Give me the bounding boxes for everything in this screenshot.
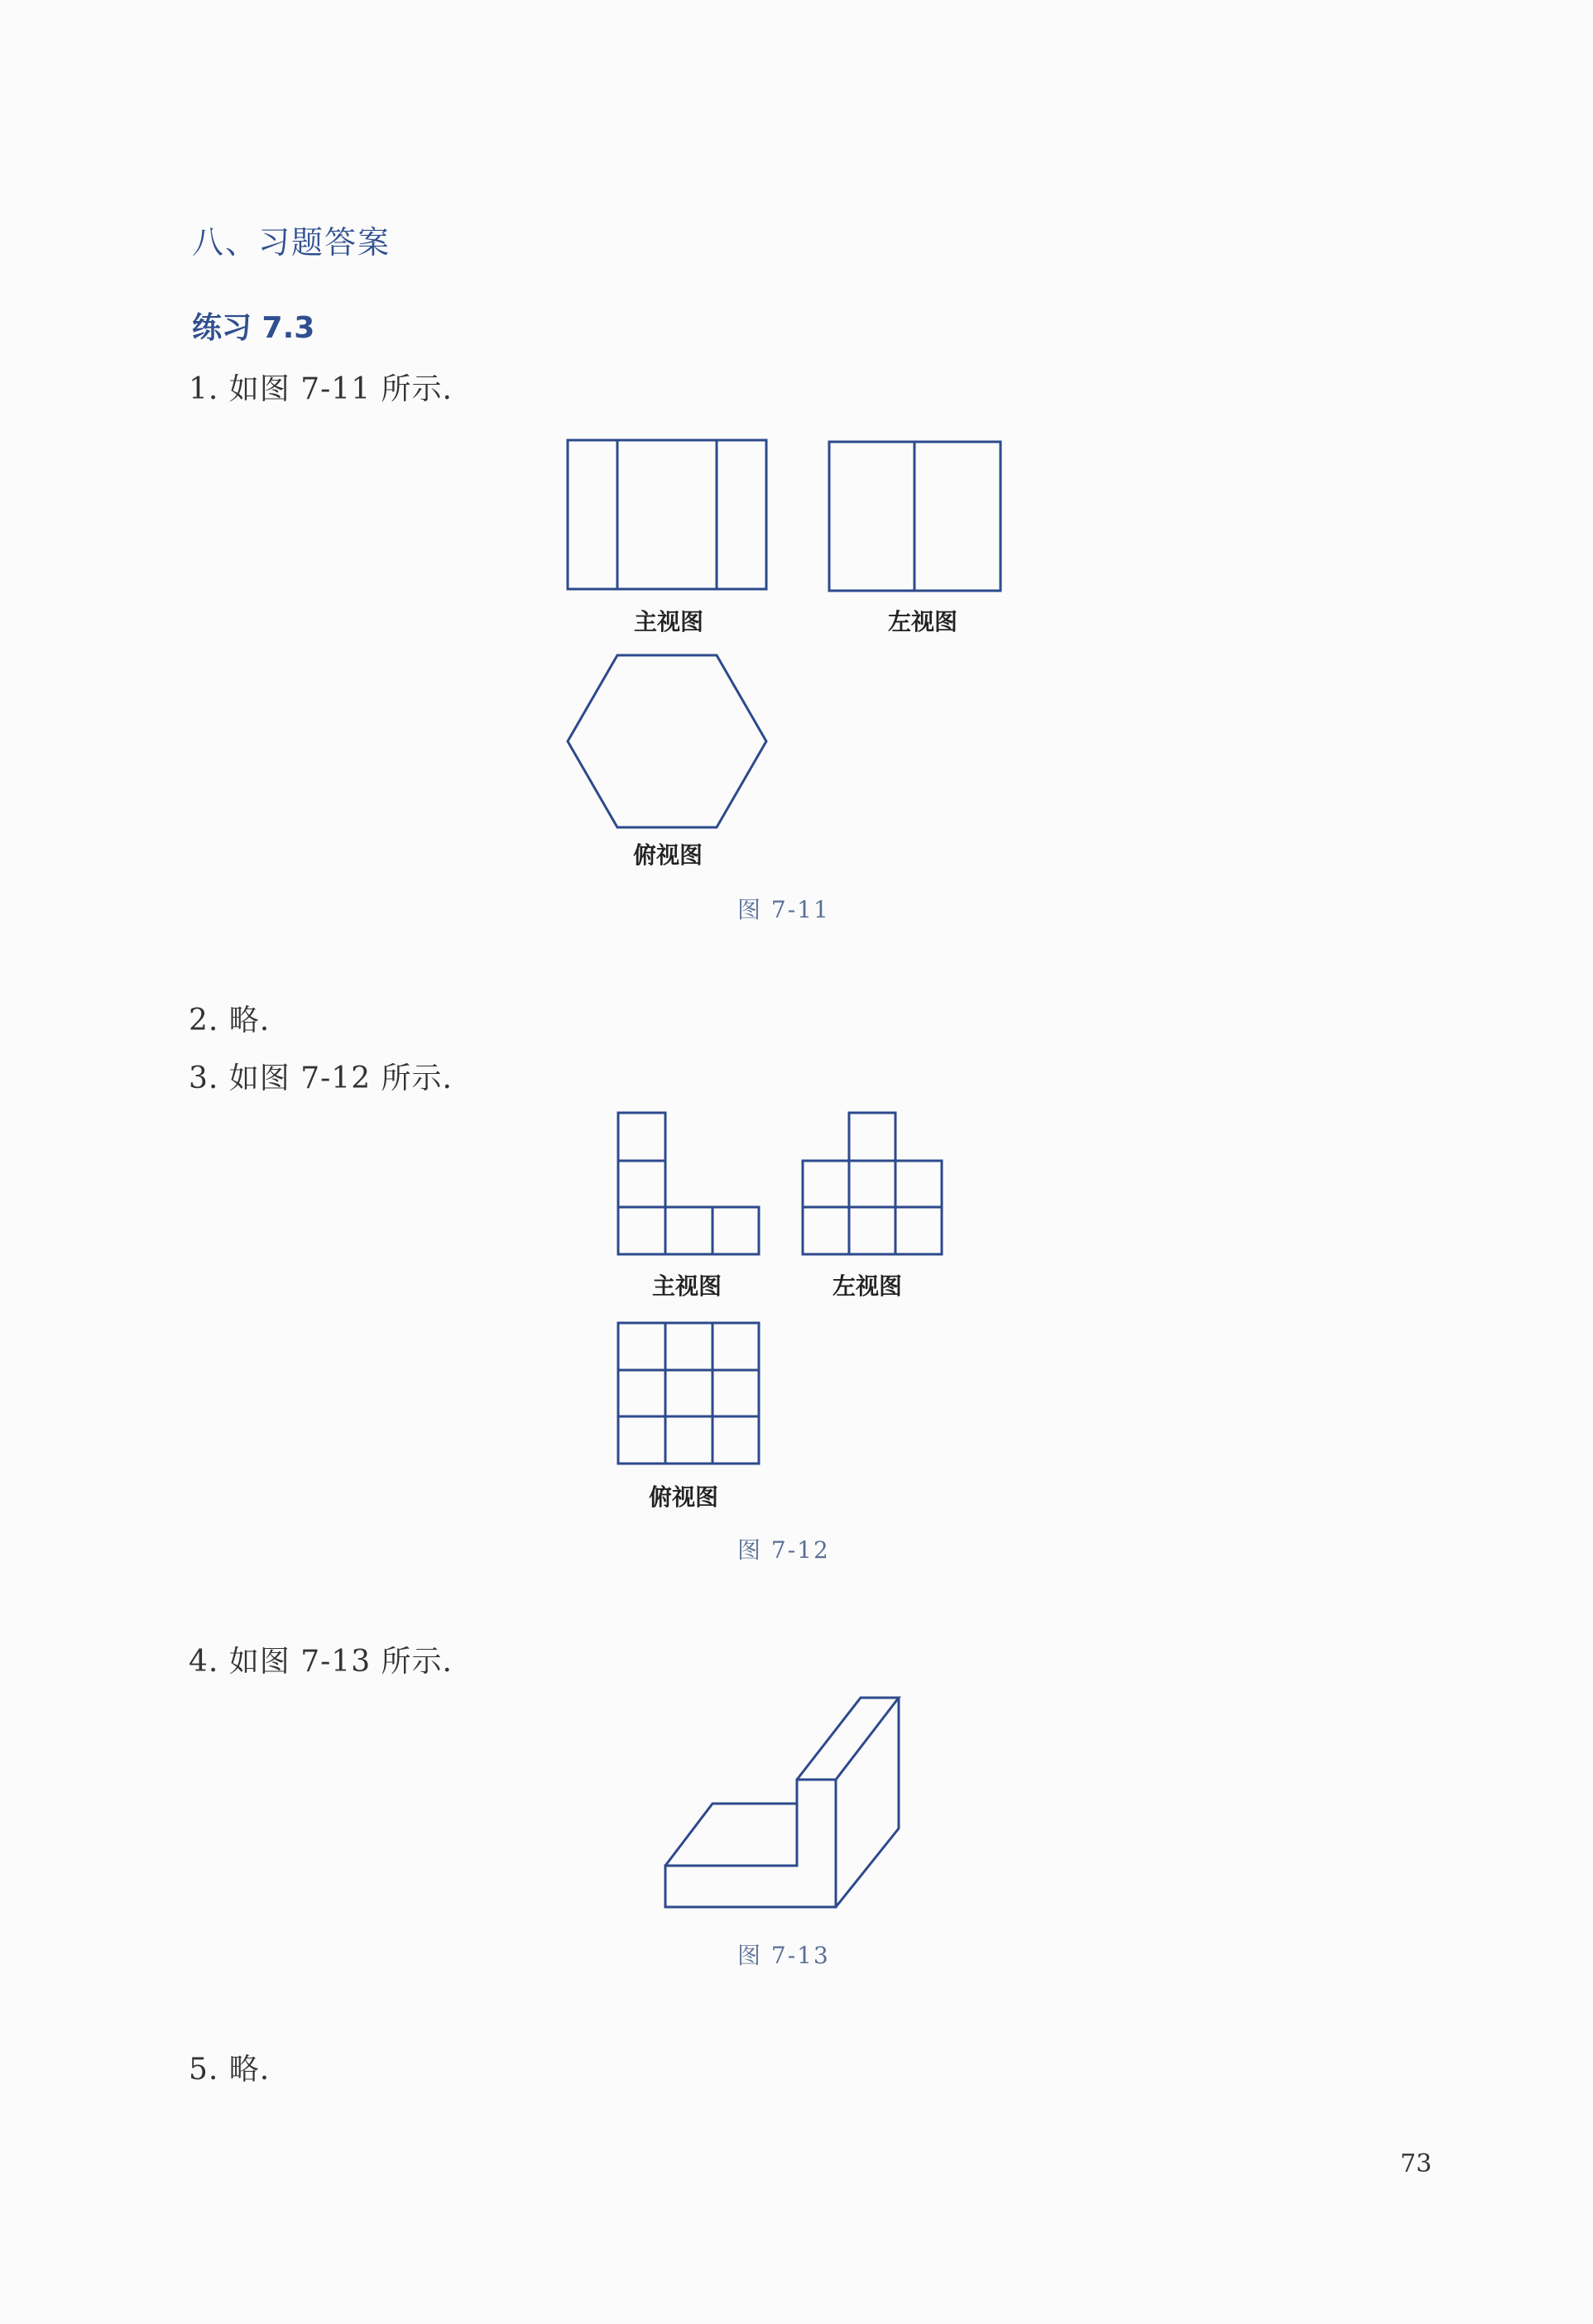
section-title: 八、习题答案 <box>192 224 391 261</box>
fig711-left-label: 左视图 <box>888 608 958 635</box>
answer-item-3: 3. 如图 7-12 所示. <box>189 1061 453 1095</box>
answer-item-4: 4. 如图 7-13 所示. <box>189 1645 453 1679</box>
fig713-caption: 图 7-13 <box>737 1942 830 1969</box>
fig712-left-label: 左视图 <box>832 1272 903 1300</box>
fig711-front-view <box>568 440 766 589</box>
fig711-top-view <box>568 655 766 827</box>
fig712-top-view <box>618 1323 759 1464</box>
fig711-front-label: 主视图 <box>634 608 704 635</box>
fig712-front-view <box>618 1113 759 1254</box>
fig711-top-label: 俯视图 <box>633 841 703 869</box>
fig712-top-label: 俯视图 <box>649 1483 719 1511</box>
fig711-left-view <box>829 442 1000 591</box>
answer-item-5: 5. 略. <box>189 2053 271 2087</box>
fig711-caption: 图 7-11 <box>737 896 830 923</box>
fig712-left-view <box>803 1113 942 1254</box>
page-number: 73 <box>1400 2149 1432 2178</box>
fig713-solid <box>665 1698 899 1907</box>
answer-item-1: 1. 如图 7-11 所示. <box>189 372 453 406</box>
exercise-title: 练习 7.3 <box>192 311 315 345</box>
fig712-caption: 图 7-12 <box>737 1536 830 1564</box>
answer-item-2: 2. 略. <box>189 1004 271 1037</box>
fig712-front-label: 主视图 <box>652 1272 722 1300</box>
